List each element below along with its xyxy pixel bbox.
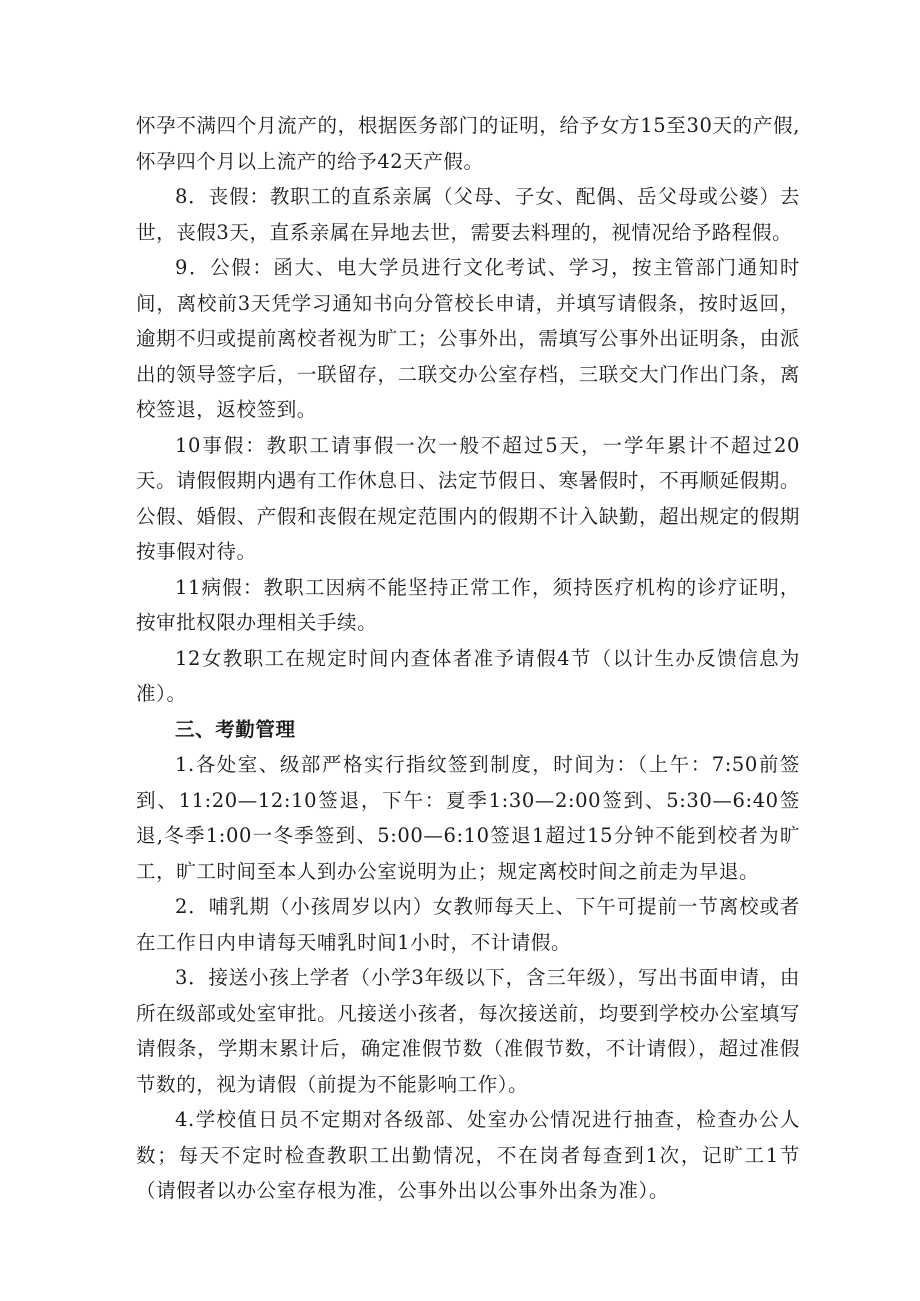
paragraph-duty-inspection: 4.学校值日员不定期对各级部、处室办公情况进行抽查，检查办公人数；每天不定时检查教职工出勤情况，不在岗者每查到1次，记旷工1节（请假者以办公室存根为准，公事外出以公事外出条为准）。 (136, 1108, 800, 1202)
paragraph-nursing-period: 2．哺乳期（小孩周岁以内）女教师每天上、下午可提前一节离校或者在工作日内申请每天哺乳时间1小时，不计请假。 (136, 895, 800, 954)
document-body (136, 108, 800, 1209)
paragraph-child-pickup: 3．接送小孩上学者（小学3年级以下，含三年级），写出书面申请，由所在级部或处室审批。凡接送小孩者，每次接送前，均要到学校办公室填写请假条，学期末累计后，确定准假节数（准假节数，不计请假），超过准假节数的，视为请假（前提为不能影响工作）。 (136, 966, 800, 1096)
paragraph-official-leave: 9．公假：函大、电大学员进行文化考试、学习，按主管部门通知时间，离校前3天凭学习通知书向分管校长申请，并填写请假条，按时返回，逾期不归或提前离校者视为旷工；公事外出，需填写公事外出证明条，由派出的领导签字后，一联留存，二联交办公室存档，三联交大门作出门条，离校签退，返校签到。 (136, 256, 800, 421)
paragraph-sick-leave: 11病假：教职工因病不能坚持正常工作，须持医疗机构的诊疗证明，按审批权限办理相关手续。 (136, 575, 800, 634)
paragraph-maternity-continued: 怀孕不满四个月流产的，根据医务部门的证明，给予女方15至30天的产假,怀孕四个月以上流产的给予42天产假。 (136, 114, 800, 173)
paragraph-checkup-leave: 12女教职工在规定时间内查体者准予请假4节（以计生办反馈信息为准）。 (136, 646, 800, 705)
paragraph-fingerprint-signin: 1.各处室、级部严格实行指纹签到制度，时间为：（上午：7:50前签到、11:20—12:10签退，下午：夏季1:30—2:00签到、5:30—6:40签退,冬季1:00一冬季签到、5:00—6:10签退1超过15分钟不能到校者为旷工，旷工时间至本人到办公室说明为止；规定离校时间之前走为早退。 (136, 753, 800, 883)
paragraph-bereavement-leave: 8．丧假：教职工的直系亲属（父母、子女、配偶、岳父母或公婆）去世，丧假3天，直系亲属在异地去世，需要去料理的，视情况给予路程假。 (136, 185, 800, 244)
section-heading-attendance: 三、考勤管理 (175, 717, 296, 741)
paragraph-personal-leave: 10事假：教职工请事假一次一般不超过5天，一学年累计不超过20天。请假假期内遇有工作休息日、法定节假日、寒暑假时，不再顺延假期。公假、婚假、产假和丧假在规定范围内的假期不计入缺勤，超出规定的假期按事假对待。 (136, 433, 800, 563)
